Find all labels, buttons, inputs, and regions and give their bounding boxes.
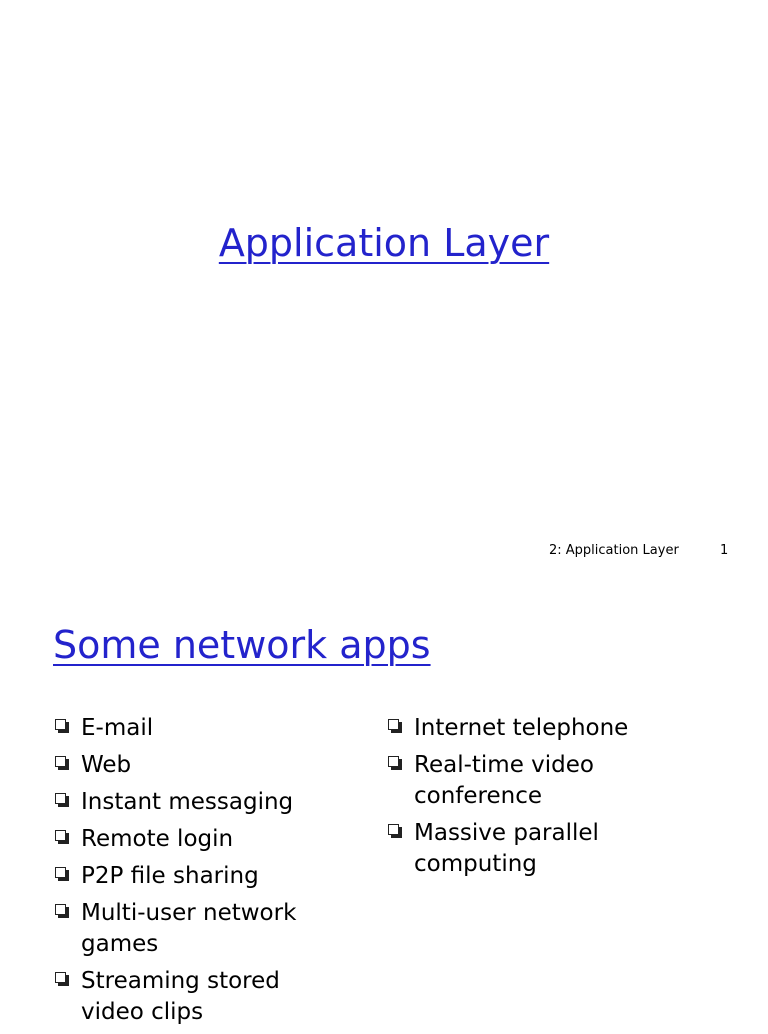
- list-item: [53, 898, 353, 960]
- list-item-text: Instant messaging: [81, 789, 294, 815]
- section-title: Some network apps: [53, 623, 431, 667]
- slide-title: Application Layer: [218, 221, 550, 265]
- footer-label: 2: Application Layer: [549, 543, 679, 558]
- list-item-text: Real-time video conference: [414, 752, 594, 809]
- checkbox-bullet-icon: [55, 719, 66, 730]
- right-bullet-list: [386, 713, 756, 886]
- list-item: [386, 713, 756, 744]
- checkbox-bullet-icon: [388, 756, 399, 767]
- checkbox-bullet-icon: [55, 830, 66, 841]
- list-item: [386, 750, 756, 812]
- list-item: [386, 818, 756, 880]
- list-item-text: P2P file sharing: [81, 863, 259, 889]
- checkbox-bullet-icon: [388, 719, 399, 730]
- list-item: [53, 713, 353, 744]
- list-item-text: E-mail: [81, 715, 154, 741]
- checkbox-bullet-icon: [55, 867, 66, 878]
- left-bullet-list: [53, 713, 353, 1034]
- checkbox-bullet-icon: [55, 972, 66, 983]
- list-item-text: Massive parallel computing: [414, 820, 599, 877]
- list-item: [53, 966, 353, 1028]
- checkbox-bullet-icon: [55, 756, 66, 767]
- checkbox-bullet-icon: [55, 793, 66, 804]
- checkbox-bullet-icon: [55, 904, 66, 915]
- list-item-text: Internet telephone: [414, 715, 629, 741]
- list-item-text: Streaming stored video clips: [81, 968, 280, 1025]
- list-item-text: Web: [81, 752, 132, 778]
- list-item-text: Multi-user network games: [81, 900, 297, 957]
- list-item: [53, 861, 353, 892]
- page-number: 1: [720, 543, 729, 558]
- list-item: [53, 787, 353, 818]
- list-item: [53, 824, 353, 855]
- checkbox-bullet-icon: [388, 824, 399, 835]
- list-item: [53, 750, 353, 781]
- list-item-text: Remote login: [81, 826, 234, 852]
